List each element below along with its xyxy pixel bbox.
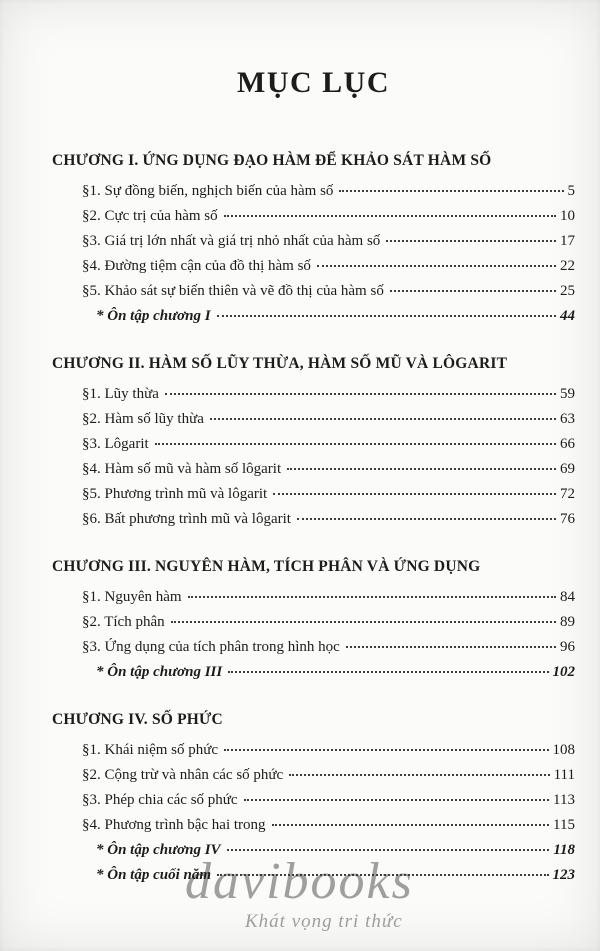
- toc-item: [52, 813, 575, 838]
- toc-item-page: 69: [560, 461, 575, 477]
- toc-item: [52, 229, 575, 254]
- dot-leader: [228, 671, 548, 673]
- dot-leader: [227, 849, 550, 851]
- toc-item: [52, 788, 575, 813]
- toc-item: [52, 585, 575, 610]
- toc-item: [52, 507, 575, 532]
- chapter-block: [52, 707, 575, 888]
- dot-leader: [244, 799, 549, 801]
- dot-leader: [297, 518, 556, 520]
- dot-leader: [273, 493, 556, 495]
- toc-item-page: 63: [560, 411, 575, 427]
- chapter-heading: CHƯƠNG I. ỨNG DỤNG ĐẠO HÀM ĐỂ KHẢO SÁT HÀM SỐ: [52, 152, 492, 169]
- toc-item-page: 17: [560, 233, 575, 249]
- toc-item-label: §3. Ứng dụng của tích phân trong hình học: [82, 639, 340, 655]
- toc-item-label: §5. Khảo sát sự biến thiên và vẽ đồ thị của hàm số: [82, 283, 384, 299]
- toc-item-page: 22: [560, 258, 575, 274]
- toc-review-item: [52, 863, 575, 888]
- dot-leader: [390, 290, 556, 292]
- toc-item-page: 102: [552, 664, 575, 680]
- page-title: MỤC LỤC: [237, 66, 390, 99]
- toc-item-page: 76: [560, 511, 575, 527]
- toc-item-label: §4. Đường tiệm cận của đồ thị hàm số: [82, 258, 311, 274]
- toc-item-page: 66: [560, 436, 575, 452]
- toc-item-page: 89: [560, 614, 575, 630]
- dot-leader: [287, 468, 556, 470]
- toc-item: [52, 610, 575, 635]
- toc-item-label: §2. Tích phân: [82, 614, 165, 630]
- watermark-tagline: Khát vọng tri thức: [245, 911, 403, 932]
- dot-leader: [224, 749, 548, 751]
- toc-item-page: 25: [560, 283, 575, 299]
- toc-item: [52, 482, 575, 507]
- dot-leader: [317, 265, 556, 267]
- toc-item-page: 72: [560, 486, 575, 502]
- chapter-block: [52, 351, 575, 532]
- toc-item-label: §1. Sự đồng biến, nghịch biến của hàm số: [82, 183, 334, 199]
- dot-leader: [171, 621, 556, 623]
- dot-leader: [188, 596, 556, 598]
- toc-item-label: * Ôn tập chương III: [96, 664, 223, 680]
- toc-item: [52, 407, 575, 432]
- toc-item-label: §2. Cực trị của hàm số: [82, 208, 218, 224]
- dot-leader: [224, 215, 556, 217]
- toc-item-page: 111: [553, 767, 575, 783]
- dot-leader: [210, 418, 556, 420]
- toc-item: [52, 457, 575, 482]
- toc-item: [52, 279, 575, 304]
- toc-item-label: * Ôn tập cuối năm: [96, 867, 212, 883]
- toc-review-item: [52, 660, 575, 685]
- toc-item-label: §3. Giá trị lớn nhất và giá trị nhỏ nhất của hàm số: [82, 233, 381, 249]
- chapter-block: [52, 554, 575, 685]
- toc-item-page: 44: [560, 308, 575, 324]
- watermark-brand: davibooks: [185, 853, 414, 910]
- chapter-heading: CHƯƠNG II. HÀM SỐ LŨY THỪA, HÀM SỐ MŨ VÀ LÔGARIT: [52, 355, 508, 372]
- toc-item-page: 59: [560, 386, 575, 402]
- toc-item: [52, 432, 575, 457]
- dot-leader: [386, 240, 556, 242]
- chapter-block: [52, 148, 575, 329]
- dot-leader: [165, 393, 556, 395]
- toc-item: [52, 635, 575, 660]
- toc-item: [52, 254, 575, 279]
- toc-item-page: 84: [560, 589, 575, 605]
- toc-item-label: * Ôn tập chương IV: [96, 842, 221, 858]
- toc-item-label: §3. Phép chia các số phức: [82, 792, 238, 808]
- toc-item-page: 115: [553, 817, 575, 833]
- toc-item: [52, 382, 575, 407]
- chapter-heading: CHƯƠNG III. NGUYÊN HÀM, TÍCH PHÂN VÀ ỨNG DỤNG: [52, 558, 481, 575]
- toc-item-label: §1. Khái niệm số phức: [82, 742, 219, 758]
- toc-item-label: §1. Lũy thừa: [82, 386, 159, 402]
- toc-item-label: * Ôn tập chương I: [96, 308, 211, 324]
- dot-leader: [217, 874, 548, 876]
- toc-item-page: 10: [560, 208, 575, 224]
- toc-item-page: 123: [552, 867, 575, 883]
- toc-item: [52, 738, 575, 763]
- dot-leader: [339, 190, 563, 192]
- toc-item-page: 108: [552, 742, 575, 758]
- toc-item-page: 96: [560, 639, 575, 655]
- dot-leader: [217, 315, 556, 317]
- chapter-heading: CHƯƠNG IV. SỐ PHỨC: [52, 711, 223, 728]
- toc-item-label: §1. Nguyên hàm: [82, 589, 182, 605]
- dot-leader: [346, 646, 556, 648]
- toc-review-item: [52, 304, 575, 329]
- dot-leader: [289, 774, 549, 776]
- toc-item-page: 113: [553, 792, 575, 808]
- toc-item-label: §4. Hàm số mũ và hàm số lôgarit: [82, 461, 282, 477]
- toc-item: [52, 179, 575, 204]
- toc-item-label: §3. Lôgarit: [82, 436, 149, 452]
- toc-item-label: §2. Hàm số lũy thừa: [82, 411, 204, 427]
- table-of-contents: [52, 148, 575, 888]
- toc-item-page: 5: [567, 183, 575, 199]
- dot-leader: [272, 824, 550, 826]
- toc-item-label: §5. Phương trình mũ và lôgarit: [82, 486, 268, 502]
- toc-item-label: §4. Phương trình bậc hai trong: [82, 817, 266, 833]
- toc-item-label: §6. Bất phương trình mũ và lôgarit: [82, 511, 291, 527]
- toc-item: [52, 204, 575, 229]
- toc-item: [52, 763, 575, 788]
- dot-leader: [155, 443, 556, 445]
- toc-review-item: [52, 838, 575, 863]
- toc-item-label: §2. Cộng trừ và nhân các số phức: [82, 767, 284, 783]
- toc-item-page: 118: [553, 842, 575, 858]
